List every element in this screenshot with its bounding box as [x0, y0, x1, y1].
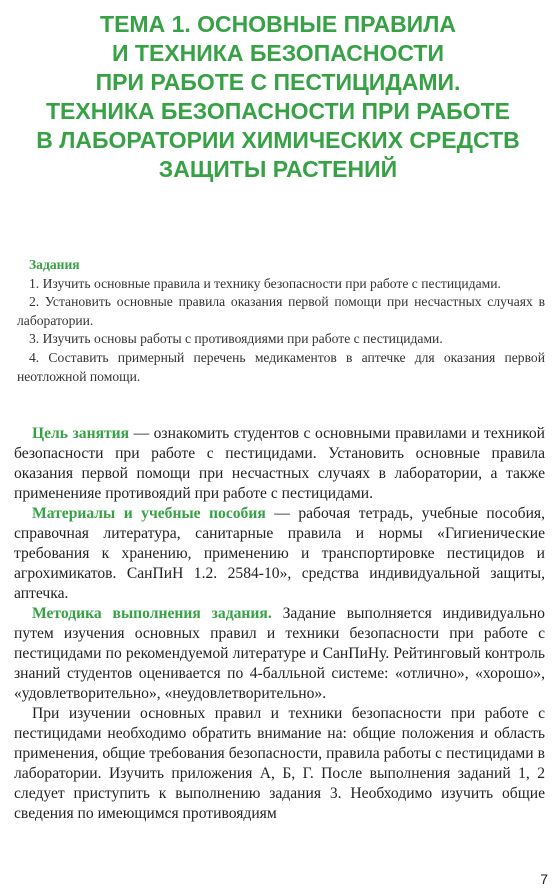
- task-item: 4. Составить примерный перечень медикаментов в аптечке для оказания первой неотложной помощи.: [17, 349, 545, 384]
- body-paragraph: При изучении основных правил и техники безопасности при работе с пестицидами необходимо обратить внимание на: общие положения и область применения, общие требования безопасности, правила работы с пестицидами в лаборатории. Изучить приложения А, Б, Г. После выполнения заданий 1, 2 следует приступить к выполнению задания 3. Необходимо изучить общие сведения по имеющимся противоядиям: [14, 705, 545, 822]
- title-line: ТЕМА 1. ОСНОВНЫЕ ПРАВИЛА: [100, 11, 456, 37]
- method-paragraph: [14, 604, 545, 704]
- materials-paragraph: [14, 504, 545, 604]
- method-text: Задание выполняется индивидуально путем изучения основных правил и техники безопасности при работе с пестицидами по рекомендуемой литературе и СанПиНу. Рейтинговый контроль знаний студентов оценивается по 4-балльной системе: «отлично», «хорошо», «удовлетворительно», «неудовлетворительно».: [14, 605, 545, 702]
- task-item: 3. Изучить основы работы с противоядиями при работе с пестицидами.: [29, 331, 443, 347]
- title-line: ТЕХНИКА БЕЗОПАСНОСТИ ПРИ РАБОТЕ: [46, 98, 510, 124]
- page-number: 7: [540, 871, 548, 887]
- goal-paragraph: [14, 424, 545, 504]
- title-line: ПРИ РАБОТЕ С ПЕСТИЦИДАМИ.: [95, 69, 461, 95]
- goal-label: Цель занятия: [32, 425, 130, 442]
- title-line: ЗАЩИТЫ РАСТЕНИЙ: [158, 156, 398, 182]
- goal-text: — ознакомить студентов с основными правилами и техникой безопасности при работе с пестицидами. Установить основные правила оказания первой помощи при несчастных случаях в лаборатории, а также примененияе противоядий при работе с пестицидами.: [14, 425, 545, 502]
- task-item: 1. Изучить основные правила и технику безопасности при работе с пестицидами.: [29, 275, 501, 291]
- tasks-heading: Задания: [29, 257, 80, 272]
- materials-text: — рабочая тетрадь, учебные пособия, справочная литература, санитарные правила и нормы «Гигиенические требования к хранению, применению и транспортировке пестицидов и агрохимикатов. СанПиН 1.2. 2584-10», средства индивидуальной защиты, аптечка.: [14, 505, 546, 602]
- page-title: [14, 10, 542, 184]
- title-line: В ЛАБОРАТОРИИ ХИМИЧЕСКИХ СРЕДСТВ: [36, 127, 520, 153]
- main-text: [14, 424, 545, 824]
- task-item: 2. Установить основные правила оказания первой помощи при несчастных случаях в лаборатории.: [17, 294, 545, 328]
- method-label: Методика выполнения задания.: [32, 605, 272, 622]
- tasks-section: [17, 256, 545, 386]
- materials-label: Материалы и учебные пособия: [32, 505, 266, 522]
- title-line: И ТЕХНИКА БЕЗОПАСНОСТИ: [112, 40, 444, 66]
